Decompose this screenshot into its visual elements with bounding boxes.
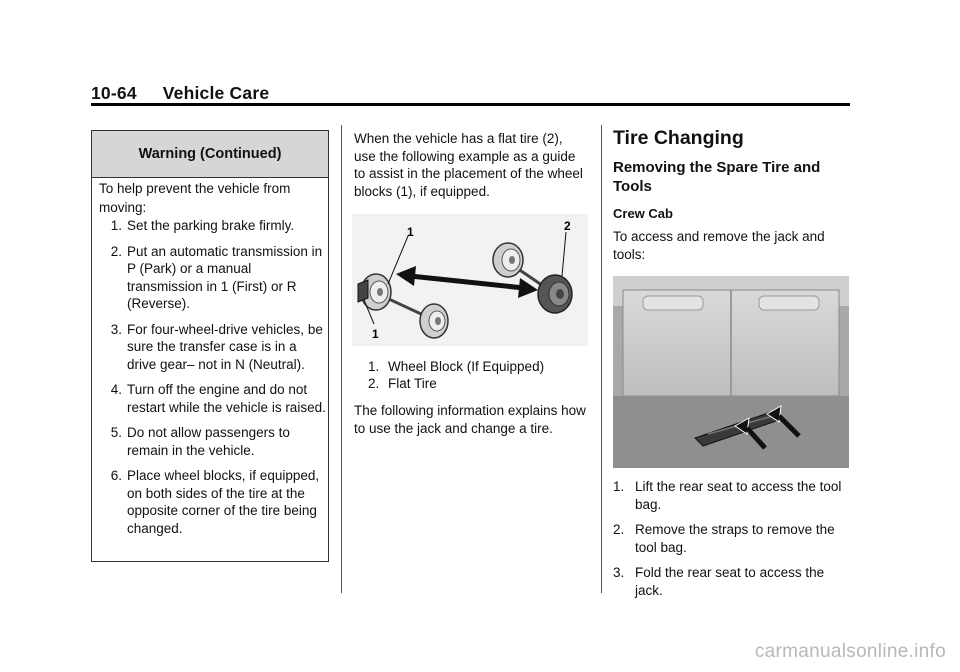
list-item [102,243,326,313]
item-text: Put an automatic transmission in P (Park) or a manual transmission in 1 (First) or R (Reverse). [127,243,323,311]
page-number: 10-64 [91,83,137,103]
steps-list [613,478,849,607]
section-name: Vehicle Care [162,83,270,103]
page-header [91,83,269,104]
front-right-wheel [420,304,448,338]
warning-box [91,130,329,562]
watermark: carmanualsonline.info [754,641,946,662]
list-item [613,564,849,599]
item-text: Wheel Block (If Equipped) [388,359,545,374]
wheel-block-figure [352,214,588,346]
item-number: 3. [613,565,625,580]
list-item [102,217,326,235]
item-text: Set the parking brake firmly. [127,218,295,233]
item-number: 4. [110,382,122,397]
column-divider [601,125,602,593]
callout-right: 2 [564,219,571,233]
item-number: 1. [368,359,380,374]
figure-legend [368,358,588,392]
callout-bottom: 1 [372,327,379,341]
item-number: 1. [110,218,122,233]
item-number: 1. [613,479,625,494]
crew-cab-heading: Crew Cab [613,206,673,221]
warning-intro: To help prevent the vehicle from moving: [99,181,291,215]
column-divider [341,125,342,593]
wheel-block [358,280,368,302]
item-text: Lift the rear seat to access the tool bag. [635,479,842,512]
subsection-title: Removing the Spare Tire and Tools [613,159,821,195]
item-text: For four-wheel-drive vehicles, be sure the transfer case is in a drive gear– not in N (Neutral). [127,321,323,372]
item-number: 2. [110,243,122,259]
section-title: Tire Changing [613,127,744,149]
headrest [759,296,819,310]
flat-tire-intro: When the vehicle has a flat tire (2), use the following example as a guide to assist in the placement of the wheel blocks (1), if equipped. [354,131,583,199]
item-text: Remove the straps to remove the tool bag. [635,522,835,555]
item-number: 2. [368,376,380,391]
list-item [613,521,849,556]
list-item [368,375,588,392]
headrest [643,296,703,310]
flat-tire [538,275,572,313]
item-number: 3. [110,321,122,337]
list-item [368,358,588,375]
item-number: 2. [613,522,625,537]
header-rule [91,103,850,106]
item-number: 6. [110,468,122,483]
list-item [102,467,326,537]
list-item [102,381,326,416]
list-item [102,321,326,374]
rear-left-wheel [493,243,523,277]
rear-seat-figure [613,276,849,468]
item-text: Do not allow passengers to remain in the vehicle. [127,425,290,458]
item-number: 5. [110,425,122,440]
warning-list [102,217,326,545]
warning-title: Warning (Continued) [92,131,328,178]
access-intro: To access and remove the jack and tools: [613,229,825,262]
list-item [613,478,849,513]
item-text: Place wheel blocks, if equipped, on both sides of the tire at the opposite corner of the tire being changed. [127,468,320,536]
list-item [102,424,326,459]
jack-info-paragraph: The following information explains how to use the jack and change a tire. [354,403,586,436]
item-text: Fold the rear seat to access the jack. [635,565,825,598]
item-text: Flat Tire [388,376,437,391]
item-text: Turn off the engine and do not restart while the vehicle is raised. [127,382,326,415]
callout-top: 1 [407,225,414,239]
